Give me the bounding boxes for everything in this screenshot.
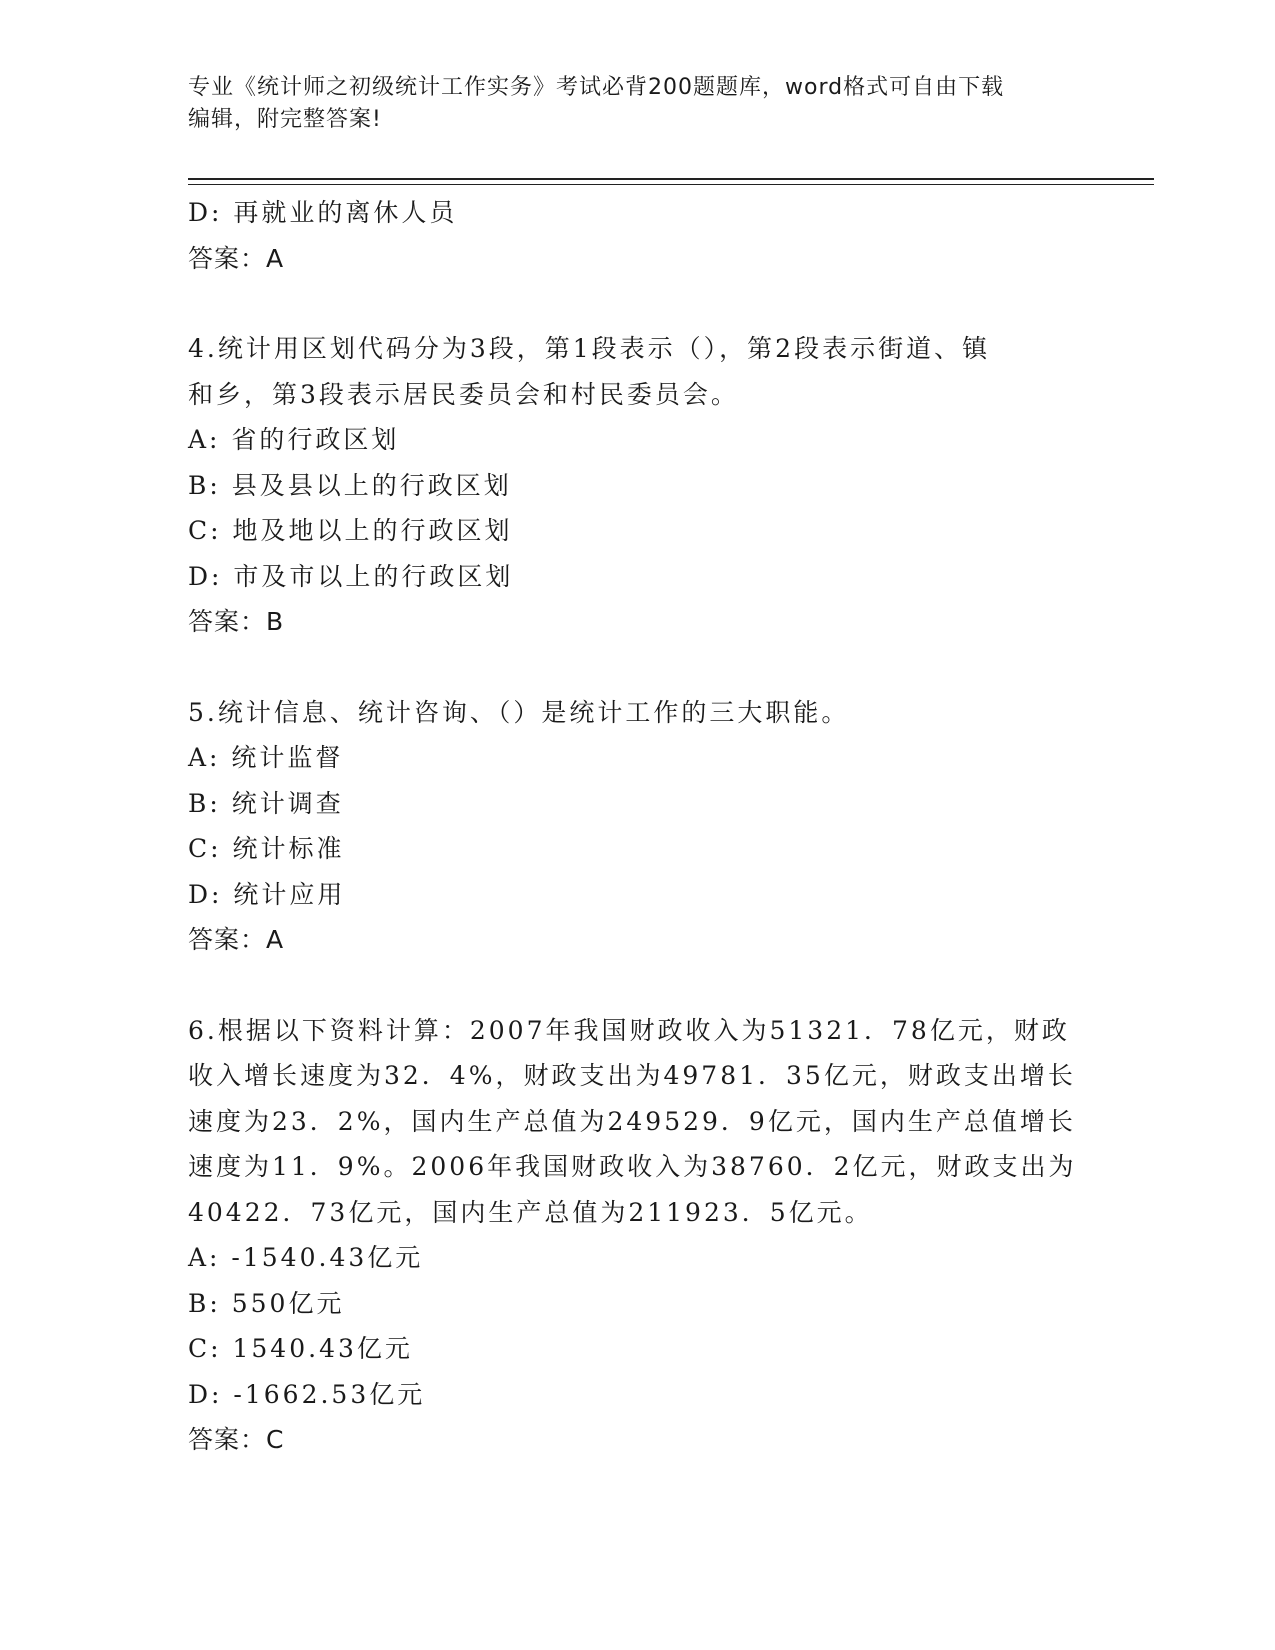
q5-option-d: D: 统计应用 — [188, 879, 346, 909]
spacer — [188, 645, 1088, 690]
q4-option-d: D: 市及市以上的行政区划 — [188, 561, 514, 591]
q6-stem-line-4: 速度为11．9%。2006年我国财政收入为38760．2亿元，财政支出为 — [188, 1152, 1077, 1181]
q3-option-d: D: 再就业的离休人员 — [188, 198, 458, 227]
header-line-2: 编辑，附完整答案! — [188, 107, 382, 132]
q6-stem-line-2: 收入增长速度为32．4%，财政支出为49781．35亿元，财政支出增长 — [188, 1061, 1076, 1090]
q3-answer: 答案：A — [188, 243, 285, 273]
q6-option-b: B: 550亿元 — [188, 1288, 345, 1318]
q6-stem-line-5: 40422．73亿元，国内生产总值为211923．5亿元。 — [188, 1197, 873, 1227]
header-rule-thick — [188, 178, 1154, 180]
q4-stem-line-1: 4.统计用区划代码分为3段，第1段表示（），第2段表示街道、镇 — [188, 334, 991, 363]
document-header — [188, 72, 1088, 136]
q5-option-c: C: 统计标准 — [188, 834, 345, 863]
q6-option-a: A: -1540.43亿元 — [188, 1243, 424, 1272]
q6-stem-line-1: 6.根据以下资料计算：2007年我国财政收入为51321．78亿元，财政 — [188, 1015, 1070, 1045]
q5-stem — [188, 690, 1088, 736]
question-content — [188, 190, 1088, 1463]
q6-option-d: D: -1662.53亿元 — [188, 1379, 426, 1409]
q4-option-c: C: 地及地以上的行政区划 — [188, 516, 513, 545]
q5-option-a: A: 统计监督 — [188, 743, 344, 772]
header-line-1: 专业《统计师之初级统计工作实务》考试必背200题题库，word格式可自由下载 — [188, 75, 1005, 100]
spacer — [188, 281, 1088, 326]
q5-option-b: B: 统计调查 — [188, 788, 344, 818]
header-rule-thin — [188, 184, 1154, 185]
q6-answer: 答案：C — [188, 1425, 285, 1454]
q6-stem-line-3: 速度为23．2%，国内生产总值为249529．9亿元，国内生产总值增长 — [188, 1106, 1076, 1136]
q6-stem — [188, 1008, 1088, 1236]
q5-answer: 答案：A — [188, 925, 285, 954]
q6-option-c: C: 1540.43亿元 — [188, 1334, 413, 1363]
q5-stem-line-1: 5.统计信息、统计咨询、（）是统计工作的三大职能。 — [188, 697, 850, 727]
q4-answer: 答案：B — [188, 607, 285, 636]
q4-stem-line-2: 和乡，第3段表示居民委员会和村民委员会。 — [188, 379, 739, 409]
q4-option-a: A: 省的行政区划 — [188, 425, 400, 454]
q4-option-b: B: 县及县以上的行政区划 — [188, 470, 512, 500]
q4-stem — [188, 326, 1088, 417]
spacer — [188, 963, 1088, 1008]
